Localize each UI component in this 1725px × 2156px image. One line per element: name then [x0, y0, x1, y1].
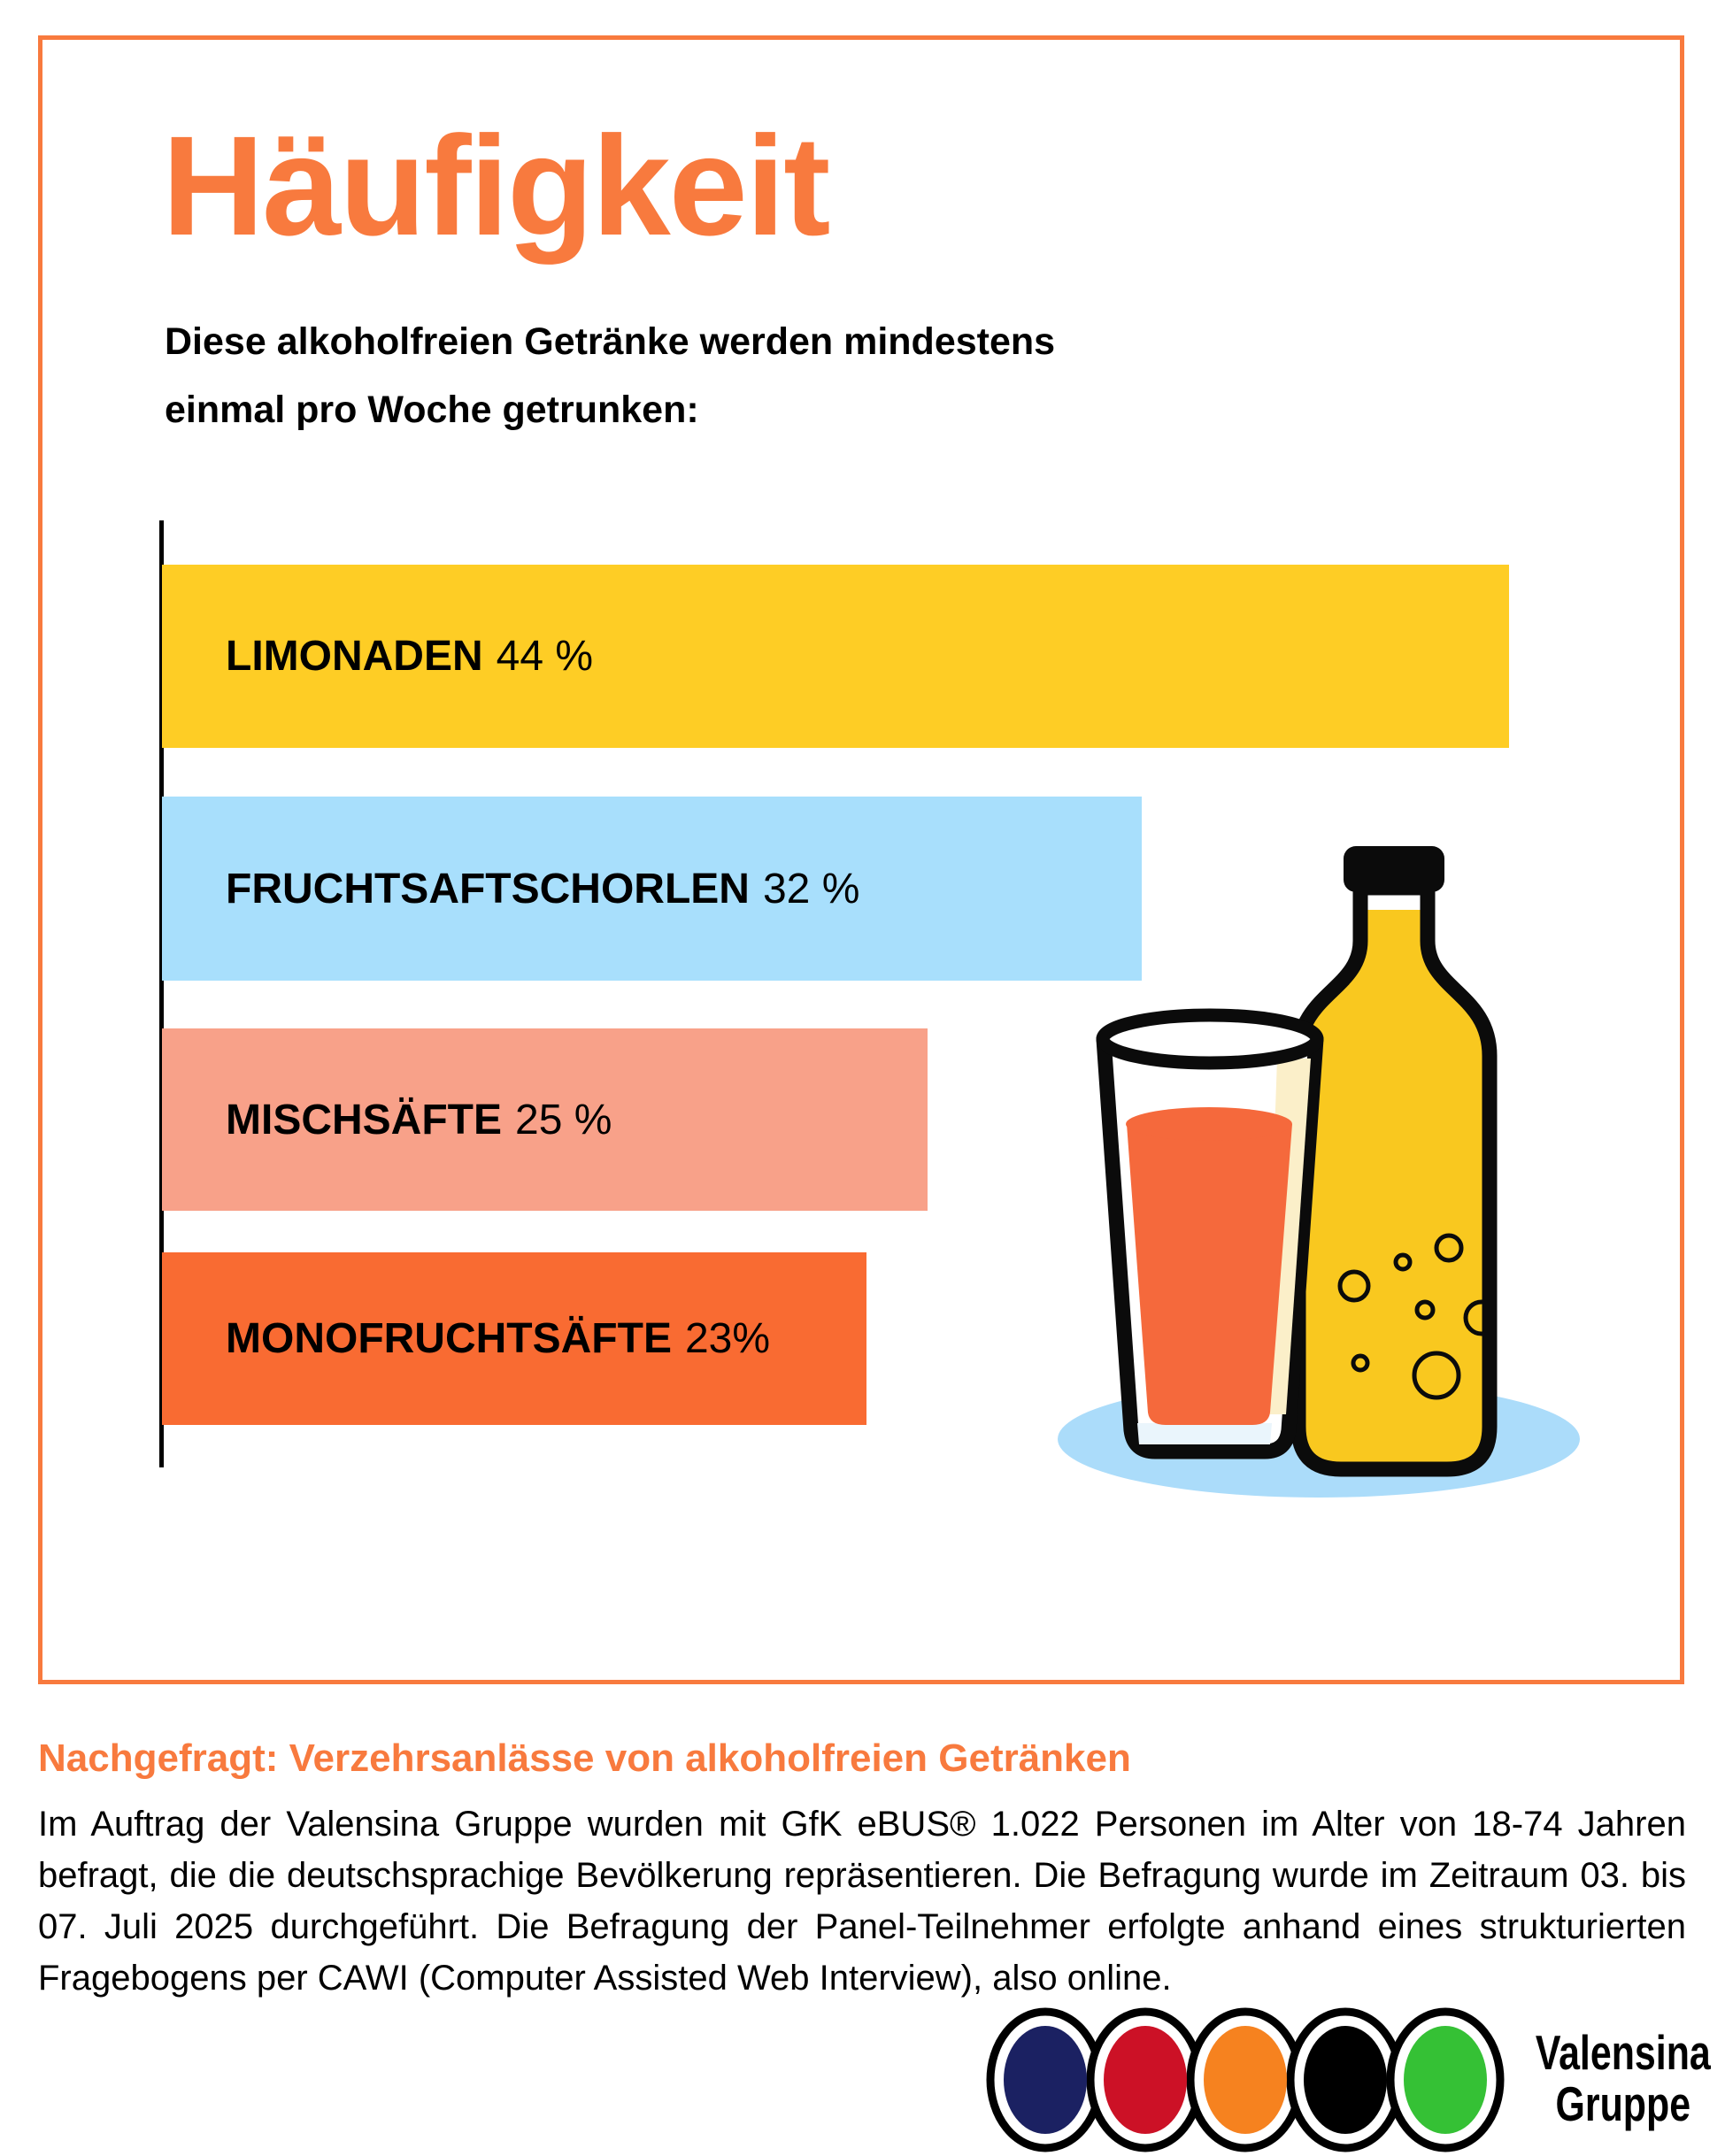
bar-label: LIMONADEN: [226, 633, 483, 680]
bar-label: FRUCHTSAFTSCHORLEN: [226, 865, 750, 912]
bar-label: MONOFRUCHTSÄFTE: [226, 1315, 672, 1362]
chart-subtitle: [165, 308, 1055, 444]
juice-bottle-icon: [1284, 846, 1504, 1485]
logo-ring-green: [1404, 2026, 1487, 2134]
logo-wordmark: [1536, 2027, 1711, 2130]
survey-method-text: Im Auftrag der Valensina Gruppe wurden mit GfK eBUS® 1.022 Personen im Alter von 18-74 Jahren befragt, die die deutschsprachige Bevölkerung repräsentieren. Die Befragung wurde im Zeitraum 03. bis 07. Juli 2025 durchgeführt. Die Befragung der Panel-Teilnehmer erfolgte anhand eines strukturierten Fragebogens per CAWI (Computer Assisted Web Interview), also online.: [38, 1805, 1686, 1998]
subtitle-line-1: Diese alkoholfreien Getränke werden mindestens: [165, 320, 1056, 363]
valensina-logo: [985, 2007, 1507, 2153]
bar-label: MISCHSÄFTE: [226, 1096, 502, 1143]
logo-wordmark-line1: Valensina: [1536, 2025, 1711, 2080]
page-title: Häufigkeit: [162, 106, 829, 265]
logo-wordmark-line2: Gruppe: [1555, 2076, 1691, 2132]
bar-value: 25 %: [515, 1096, 612, 1143]
logo-ring-black: [1304, 2026, 1387, 2134]
logo-ring-navy: [1004, 2026, 1087, 2134]
bottle-cap: [1344, 846, 1444, 892]
bar-mischsaefte: [162, 1028, 928, 1211]
bar-limonaden: [162, 565, 1509, 748]
juice-glass-icon: [1103, 1015, 1317, 1451]
bar-value: 23%: [684, 1315, 771, 1362]
logo-ring-red: [1104, 2026, 1187, 2134]
logo-ring-orange: [1204, 2026, 1287, 2134]
bar-value: 44 %: [496, 633, 594, 680]
subtitle-line-2: einmal pro Woche getrunken:: [165, 389, 699, 431]
juice-illustration: [1049, 839, 1589, 1512]
footer-heading: Nachgefragt: Verzehrsanlässe von alkoholfreien Getränken: [38, 1736, 1131, 1780]
bar-value: 32 %: [762, 865, 860, 912]
bar-monofruchtsaefte: [162, 1252, 866, 1425]
bar-fruchtsaftschorlen: [162, 797, 1142, 981]
